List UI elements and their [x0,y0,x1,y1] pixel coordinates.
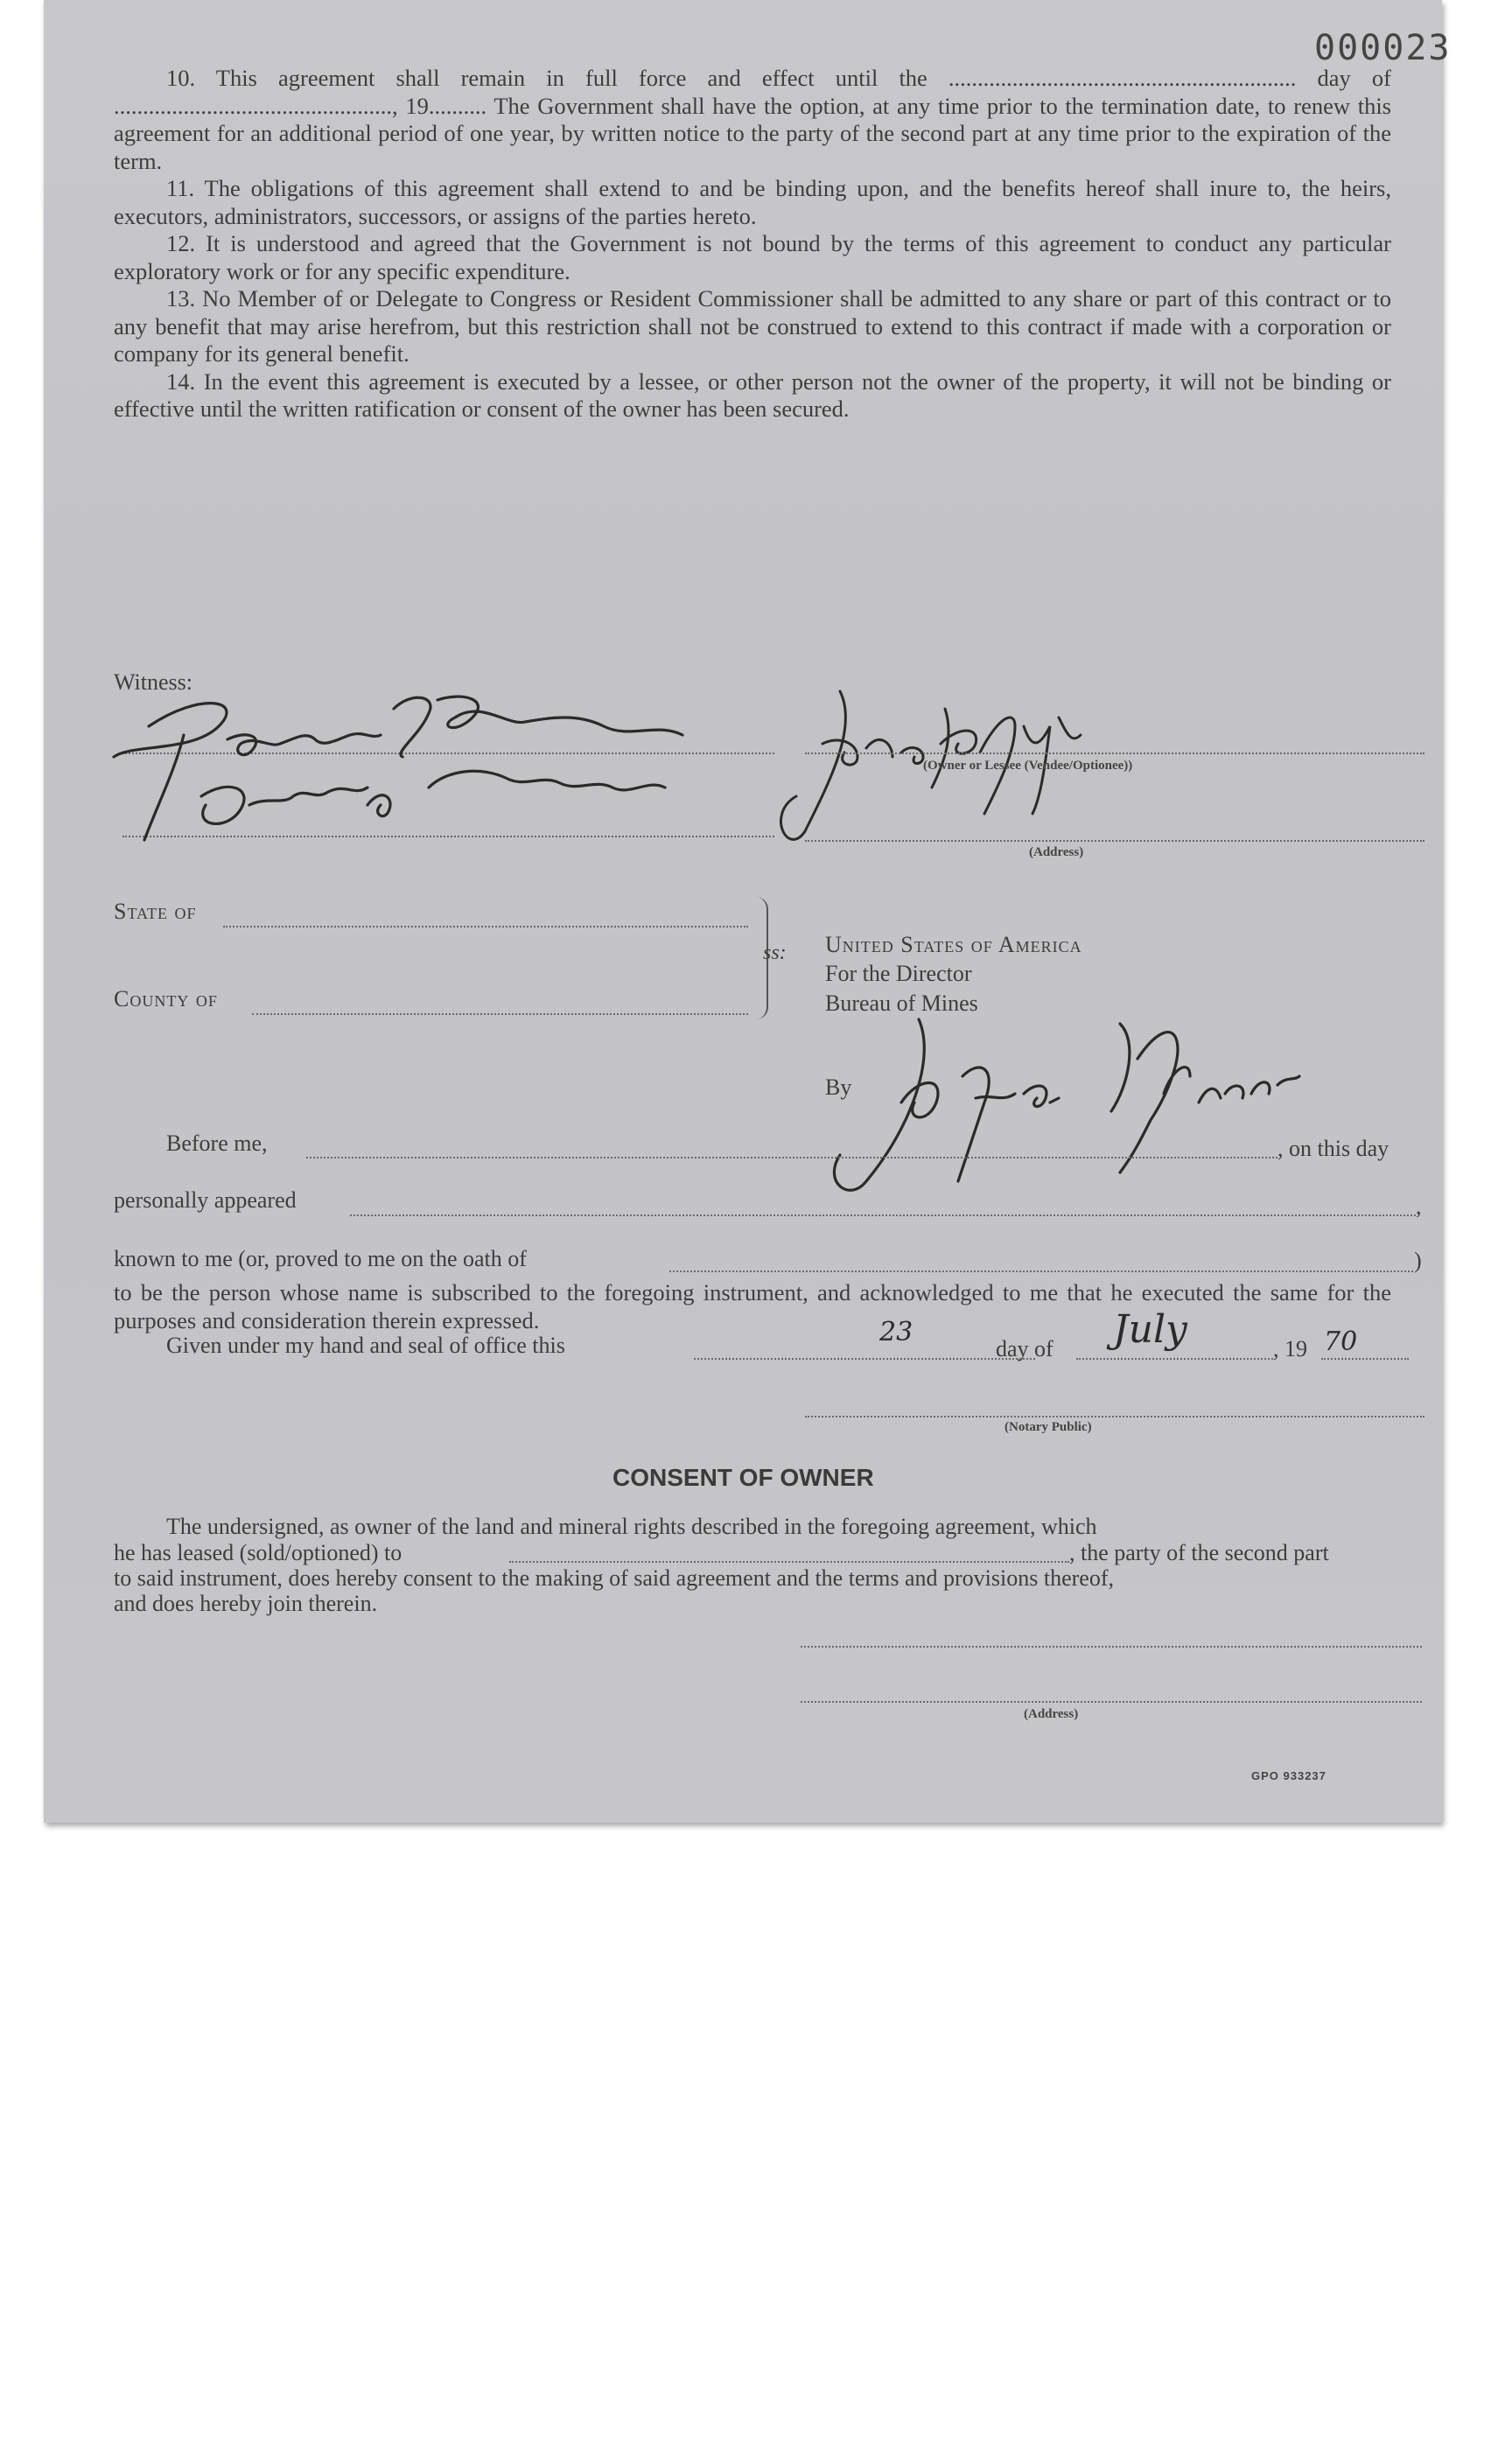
form-number: GPO 933237 [1251,1769,1326,1782]
bureau-label: Bureau of Mines [825,990,978,1016]
paragraph-10: 10. This agreement shall remain in full force and effect until the ............................................................ day of ................................................, 19.......... The Government shall have the option, at any time prior to the termination date, to renew this agreement for an additional period of one year, by written notice to the party of the second part at any time prior to the expiration of the term. [114,65,1391,174]
paragraph-11: 11. The obligations of this agreement shall extend to and be binding upon, and the benefits hereof shall inure to, the heirs, executors, administrators, successors, or assigns of the parties hereto. [114,175,1391,229]
personally-appeared-line [350,1214,1416,1216]
day-of-label: day of [996,1336,1054,1362]
consent-lessee-line [509,1561,1069,1563]
terms-paragraphs [114,65,1391,424]
owner-address-line [805,840,1424,842]
consent-line-1: The undersigned, as owner of the land and mineral rights described in the foregoing agreement, which [166,1514,1097,1539]
by-label: By [825,1074,852,1100]
county-label: County of [114,986,218,1012]
given-year-value: 70 [1324,1326,1358,1357]
owner-address-caption: (Address) [1029,845,1084,859]
county-line [252,1013,748,1015]
trailing-comma: , [1416,1194,1422,1219]
before-me-label: Before me, [166,1130,268,1156]
paragraph-13: 13. No Member of or Delegate to Congress or Resident Commissioner shall be admitted to any share or part of this contract or to any benefit that may arise herefrom, but this restriction shall not be construed to extend to this contract if made with a corporation or company for its general benefit. [114,285,1391,367]
director-signature [788,1006,1348,1208]
owner-signature-line [805,752,1424,754]
given-month-value: July [1113,1307,1187,1352]
acknowledgment-text: to be the person whose name is subscribed to the foregoing instrument, and acknowledged to me that he executed the same for the purposes and consideration therein expressed. [114,1279,1391,1334]
on-this-day-label: , on this day [1278,1136,1390,1161]
document-page [44,0,1452,1823]
given-day-line [694,1358,1035,1360]
usa-label: United States of America [825,932,1082,957]
given-year-line [1321,1358,1409,1360]
consent-line-4: and does hereby join therein. [114,1591,378,1616]
director-label: For the Director [825,961,972,986]
consent-heading: CONSENT OF OWNER [612,1464,874,1491]
consent-address-caption: (Address) [1024,1707,1079,1721]
year-prefix: , 19 [1273,1336,1307,1362]
consent-line-2a: he has leased (sold/optioned) to [114,1540,402,1565]
consent-signature-line [801,1646,1422,1648]
oath-line [669,1270,1413,1272]
ss-label: ss: [763,942,787,964]
known-to-me-label: known to me (or, proved to me on the oath of [114,1246,527,1271]
state-label: State of [114,899,197,924]
paragraph-12: 12. It is understood and agreed that the Government is not bound by the terms of this agreement to conduct any particular exploratory work or for any specific expenditure. [114,230,1391,284]
serial-number: 000023 [1314,28,1452,68]
consent-line-2b: , the party of the second part [1069,1540,1329,1565]
consent-address-line [801,1701,1422,1703]
owner-caption: (Owner or Lessee (Vendee/Optionee)) [923,759,1133,773]
paragraph-14: 14. In the event this agreement is executed by a lessee, or other person not the owner of the property, it will not be binding or effective until the written ratification or consent of the owner has been secured. [114,368,1391,422]
given-day-value: 23 [879,1317,914,1348]
witness-label: Witness: [114,669,192,695]
given-under-label: Given under my hand and seal of office this [166,1333,565,1358]
notary-caption: (Notary Public) [1004,1420,1092,1434]
personally-appeared-label: personally appeared [114,1187,297,1213]
witness-signature-1 [96,674,779,875]
consent-line-3: to said instrument, does hereby consent to the making of said agreement and the terms and provisions thereof, [114,1565,1114,1591]
close-paren: ) [1414,1248,1422,1273]
given-month-line [1076,1358,1273,1360]
notary-line [805,1416,1424,1418]
before-me-line [306,1157,1278,1158]
state-line [223,926,748,928]
